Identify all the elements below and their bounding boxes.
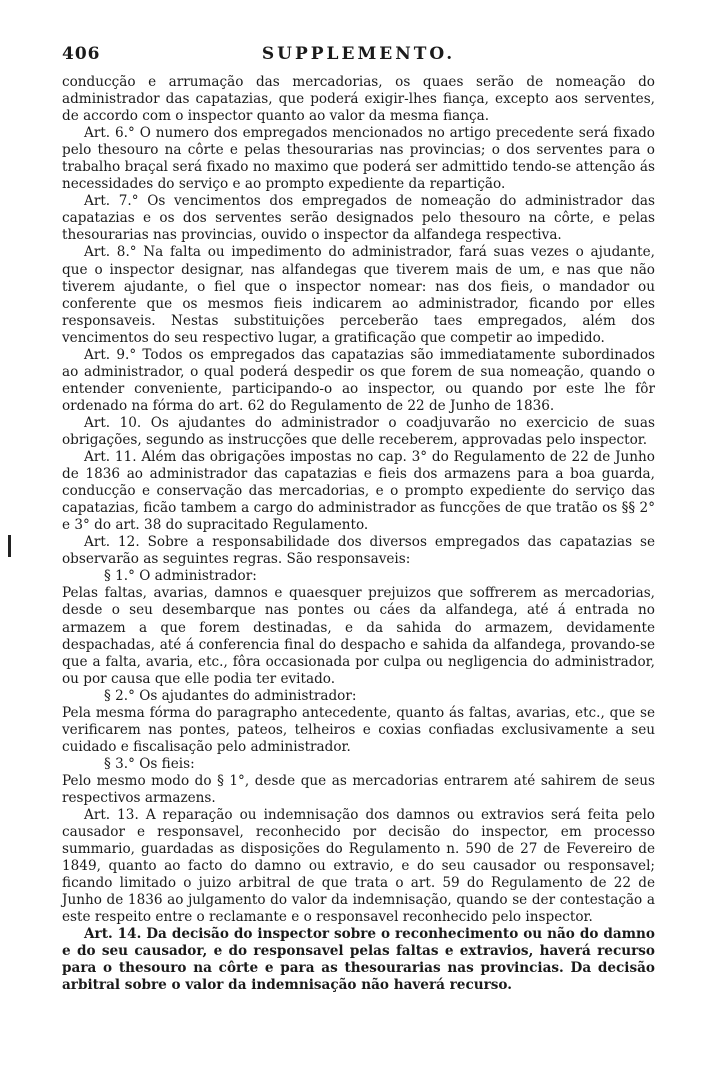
- running-head: SUPPLEMENTO.: [261, 44, 456, 64]
- page-header: [62, 44, 655, 68]
- paragraph-continuation: conducção e arrumação das mercadorias, os quaes serão de nomeação do administrador das capatazias, que poderá exigir-lhes fiança, excepto aos serventes, de accordo com o inspector quanto ao valor da mesma fiança.: [62, 74, 655, 125]
- article-14: Art. 14. Da decisão do inspector sobre o reconhecimento ou não do damno e do seu causador, e do responsavel pelas faltas e extravios, haverá recurso para o thesouro na côrte e para as thesourarias nas provincias. Da decisão arbitral sobre o valor da indemnisação não haverá recurso.: [62, 926, 655, 994]
- article-10: Art. 10. Os ajudantes do administrador o coadjuvarão no exercicio de suas obrigações, segundo as instrucções que delle receberem, approvadas pelo inspector.: [62, 414, 655, 448]
- section-2-heading: § 2.° Os ajudantes do administrador:: [104, 687, 357, 704]
- margin-ink-mark: [8, 535, 11, 557]
- section-3-heading: § 3.° Os fieis:: [104, 755, 195, 772]
- section-1-heading: § 1.° O administrador:: [104, 568, 257, 585]
- section-3-text: Pelo mesmo modo do § 1°, desde que as mercadorias entrarem até sahirem de seus respectivos armazens.: [62, 772, 655, 806]
- article-8: Art. 8.° Na falta ou impedimento do administrador, fará suas vezes o ajudante, que o inspector designar, nas alfandegas que tiverem mais de um, e nas que não tiverem ajudante, o fiel que o inspector nomear: nas dos fieis, o mandador ou conferente que os mesmos fieis indicarem ao administrador, ficando por elles responsaveis. Nestas substituições perceberão taes empregados, além dos vencimentos do seu respectivo lugar, a gratificação que competir ao impedido.: [62, 244, 655, 346]
- body-text: [62, 74, 655, 995]
- article-13: Art. 13. A reparação ou indemnisação dos damnos ou extravios será feita pelo causador e responsavel, reconhecido por decisão do inspector, em processo summario, guardadas as disposições do Regulamento n. 590 de 27 de Fevereiro de 1849, quanto ao facto do damno ou extravio, e do seu causador ou responsavel; ficando limitado o juizo arbitral de que trata o art. 59 do Regulamento de 22 de Junho de 1836 ao julgamento do valor da indemnisação, quando se der contestação a este respeito entre o reclamante e o responsavel reconhecido pelo inspector.: [62, 807, 655, 926]
- article-9: Art. 9.° Todos os empregados das capatazias são immediatamente subordinados ao administrador, o qual poderá despedir os que forem de sua nomeação, quando o entender conveniente, participando-o ao inspector, ou quando por este lhe fôr ordenado na fórma do art. 62 do Regulamento de 22 de Junho de 1836.: [62, 346, 655, 414]
- page-number: 406: [62, 44, 101, 64]
- section-2-text: Pela mesma fórma do paragrapho antecedente, quanto ás faltas, avarias, etc., que se verificarem nas pontes, pateos, telheiros e coxias confiadas exclusivamente a seu cuidado e fiscalisação pelo administrador.: [62, 704, 655, 755]
- section-1-text: Pelas faltas, avarias, damnos e quaesquer prejuizos que soffrerem as mercadorias, desde o seu desembarque nas pontes ou cáes da alfandega, até á entrada no armazem a que forem destinadas, e da sahida do armazem, devidamente despachadas, até á conferencia final do despacho e sahida da alfandega, provando-se que a falta, avaria, etc., fôra occasionada por culpa ou negligencia do administrador, ou por causa que elle podia ter evitado.: [62, 585, 655, 687]
- article-12: Art. 12. Sobre a responsabilidade dos diversos empregados das capatazias se observarão as seguintes regras. São responsaveis:: [62, 534, 655, 568]
- article-7: Art. 7.° Os vencimentos dos empregados de nomeação do administrador das capatazias e os dos serventes serão designados pelo thesouro na côrte, e pelas thesourarias nas provincias, ouvido o inspector da alfandega respectiva.: [62, 193, 655, 244]
- article-6: Art. 6.° O numero dos empregados mencionados no artigo precedente será fixado pelo thesouro na côrte e pelas thesourarias nas provincias; o dos serventes para o trabalho braçal será fixado no maximo que poderá ser admittido tendo-se attenção ás necessidades do serviço e ao prompto expediente da repartição.: [62, 125, 655, 193]
- article-11: Art. 11. Além das obrigações impostas no cap. 3° do Regulamento de 22 de Junho de 1836 ao administrador das capatazias e fieis dos armazens para a boa guarda, conducção e conservação das mercadorias, e o prompto expediente do serviço das capatazias, ficão tambem a cargo do administrador as funcções de que tratão os §§ 2° e 3° do art. 38 do supracitado Regulamento.: [62, 449, 655, 534]
